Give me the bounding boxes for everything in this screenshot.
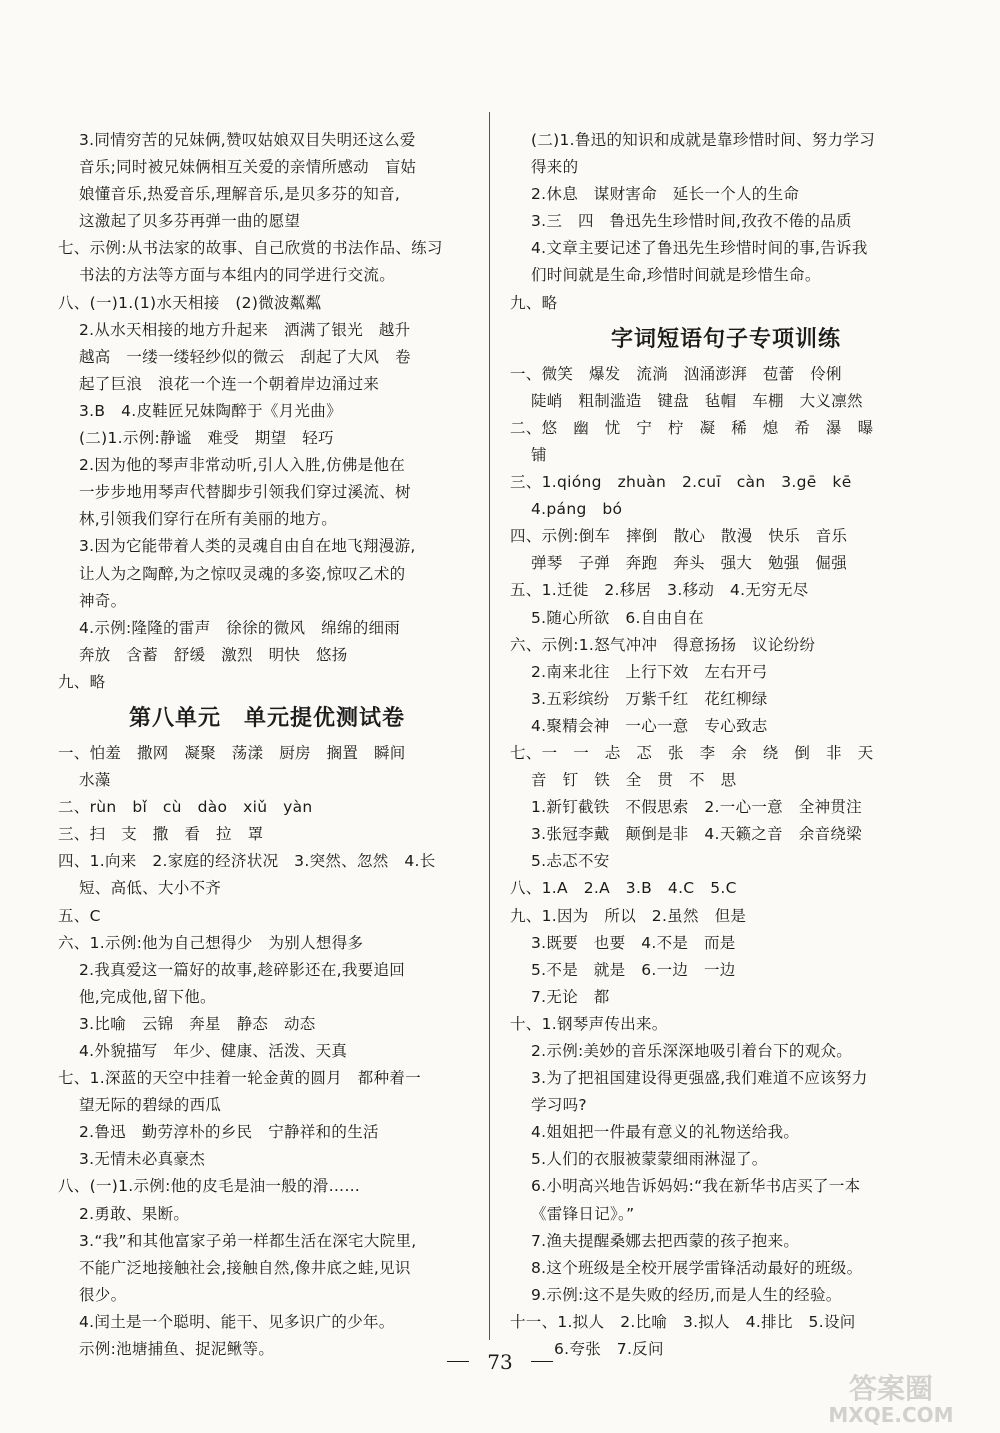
answer-line: 很少。 <box>79 1285 127 1304</box>
answer-line: 陡峭 粗制滥造 键盘 毡帽 车棚 大义凛然 <box>531 391 863 410</box>
answer-line: 八、(一)1.(1)水天相接 (2)微波粼粼 <box>58 293 322 312</box>
answer-line: 水藻 <box>79 771 111 790</box>
answer-line: 3.无情未必真豪杰 <box>79 1150 205 1169</box>
answer-line: 八、(一)1.示例:他的皮毛是油一般的滑…… <box>58 1177 361 1196</box>
answer-line: 《雷锋日记》。” <box>531 1204 635 1223</box>
answer-line: 十、1.钢琴声传出来。 <box>510 1014 668 1033</box>
answer-line: 2.从水天相接的地方升起来 洒满了银光 越升 <box>79 320 411 339</box>
answer-line: 三、扫 支 撒 看 拉 罩 <box>58 825 264 844</box>
answer-line: 5.随心所欲 6.自由自在 <box>531 608 704 627</box>
answer-line: 九、1.因为 所以 2.虽然 但是 <box>510 906 747 925</box>
answer-line: 起了巨浪 浪花一个连一个朝着岸边涌过来 <box>79 374 380 393</box>
answer-line: 6.小明高兴地告诉妈妈:“我在新华书店买了一本 <box>531 1177 861 1196</box>
section-heading: 第八单元 单元提优测试卷 <box>128 704 405 731</box>
answer-line: 四、1.向来 2.家庭的经济状况 3.突然、忽然 4.长 <box>58 852 436 871</box>
answer-line: 九、略 <box>510 293 558 312</box>
page-number-footer <box>0 1346 1000 1376</box>
answer-line: 一、微笑 爆发 流淌 汹涌澎湃 苞蕾 伶俐 <box>510 364 842 383</box>
answer-line: 3.张冠李戴 颠倒是非 4.天籁之音 余音绕梁 <box>531 825 862 844</box>
answer-line: 短、高低、大小不齐 <box>79 879 222 898</box>
answer-line: 六、1.示例:他为自己想得少 为别人想得多 <box>58 933 364 952</box>
answer-line: 3.既要 也要 4.不是 而是 <box>531 933 736 952</box>
page-number: 73 <box>487 1349 513 1374</box>
answer-line: 二、悠 幽 忧 宁 柠 凝 稀 熄 希 瀑 曝 <box>510 418 874 437</box>
answer-line: 望无际的碧绿的西瓜 <box>79 1096 222 1115</box>
answer-line: 八、1.A 2.A 3.B 4.C 5.C <box>510 879 737 898</box>
answer-line: 2.休息 谋财害命 延长一个人的生命 <box>531 185 800 204</box>
answer-line: 7.无论 都 <box>531 987 610 1006</box>
answer-line: 三、1.qióng zhuàn 2.cuī càn 3.gē kē <box>510 473 852 492</box>
answer-line: 3.同情穷苦的兄妹俩,赞叹姑娘双目失明还这么爱 <box>79 131 416 149</box>
answer-line: 2.南来北往 上行下效 左右开弓 <box>531 662 768 681</box>
answer-line: 越高 一缕一缕轻纱似的微云 刮起了大风 卷 <box>79 347 411 366</box>
answer-line: 示例:池塘捕鱼、捉泥鳅等。 <box>79 1340 275 1359</box>
answer-line: 3.五彩缤纷 万紫千红 花红柳绿 <box>531 689 768 708</box>
answer-line: 一步步地用琴声代替脚步引领我们穿过溪流、树 <box>79 483 411 502</box>
answer-line: 林,引领我们穿行在所有美丽的地方。 <box>79 510 338 529</box>
answer-line: 学习吗? <box>531 1096 587 1115</box>
answer-line: (二)1.示例:静谧 难受 期望 轻巧 <box>79 429 334 448</box>
section-heading: 字词短语句子专项训练 <box>610 325 841 352</box>
answer-line: 4.文章主要记述了鲁迅先生珍惜时间的事,告诉我 <box>531 239 868 258</box>
answer-line: 3.比喻 云锦 奔星 静态 动态 <box>79 1014 316 1033</box>
answer-line: 4.姐姐把一件最有意义的礼物送给我。 <box>531 1123 800 1142</box>
answer-line: 四、示例:倒车 摔倒 散心 散漫 快乐 音乐 <box>510 527 848 546</box>
answer-line: (二)1.鲁迅的知识和成就是靠珍惜时间、努力学习 <box>531 131 876 149</box>
watermark-top: 答案圈 <box>848 1372 934 1405</box>
answer-line: 4.闰土是一个聪明、能干、见多识广的少年。 <box>79 1312 395 1331</box>
column-divider <box>489 112 490 1340</box>
answer-line: 4.聚精会神 一心一意 专心致志 <box>531 716 768 735</box>
answer-line: 七、示例:从书法家的故事、自己欣赏的书法作品、练习 <box>58 239 443 258</box>
answer-line: 铺 <box>531 445 547 464</box>
answer-line: 让人为之陶醉,为之惊叹灵魂的多姿,惊叹乙术的 <box>79 564 406 583</box>
answer-line: 弹琴 子弹 奔跑 奔头 强大 勉强 倔强 <box>531 554 848 573</box>
answer-line: 9.示例:这不是失败的经历,而是人生的经验。 <box>531 1285 842 1304</box>
answer-line: 6.夸张 7.反问 <box>554 1340 664 1359</box>
answer-line: 不能广泛地接触社会,接触自然,像井底之蛙,见识 <box>79 1258 411 1277</box>
answer-line: 奔放 含蓄 舒缓 激烈 明快 悠扬 <box>79 645 348 664</box>
answer-line: 2.我真爱这一篇好的故事,趁碎影还在,我要追回 <box>79 960 406 979</box>
answer-line: 七、一 一 忐 忑 张 李 余 绕 倒 非 天 <box>510 743 874 762</box>
answer-line: 一、怕羞 撒网 凝聚 荡漾 厨房 搁置 瞬间 <box>58 743 406 762</box>
answer-line: 3.因为它能带着人类的灵魂自由自在地飞翔漫游, <box>79 537 416 556</box>
answer-line: 九、略 <box>58 672 106 691</box>
watermark-bottom: MXQE.COM <box>828 1403 954 1427</box>
answer-line: 六、示例:1.怒气冲冲 得意扬扬 议论纷纷 <box>510 635 816 654</box>
answer-line: 这激起了贝多芬再弹一曲的愿望 <box>79 212 301 231</box>
right-column <box>510 127 942 1363</box>
answer-line: 3.“我”和其他富家子弟一样都生活在深宅大院里, <box>79 1231 417 1250</box>
answer-line: 五、1.迁徙 2.移居 3.移动 4.无穷无尽 <box>510 581 809 600</box>
answer-line: 8.这个班级是全校开展学雷锋活动最好的班级。 <box>531 1258 863 1277</box>
answer-line: 他,完成他,留下他。 <box>79 987 216 1006</box>
answer-line: 2.示例:美妙的音乐深深地吸引着台下的观众。 <box>531 1042 853 1060</box>
answer-line: 音乐;同时被兄妹俩相互关爱的亲情所感动 盲姑 <box>79 158 417 177</box>
footer-dash-right <box>531 1361 553 1362</box>
answer-line: 娘懂音乐,热爱音乐,理解音乐,是贝多芬的知音, <box>79 185 401 204</box>
answer-line: 十一、1.拟人 2.比喻 3.拟人 4.排比 5.设问 <box>510 1312 856 1331</box>
answer-line: 神奇。 <box>79 591 127 610</box>
answer-line: 1.新钉截铁 不假思索 2.一心一意 全神贯注 <box>531 798 862 817</box>
answer-line: 2.鲁迅 勤劳淳朴的乡民 宁静祥和的生活 <box>79 1123 379 1142</box>
answer-line: 2.勇敢、果断。 <box>79 1204 190 1223</box>
answer-line: 5.忐忑不安 <box>531 852 610 871</box>
answer-line: 书法的方法等方面与本组内的同学进行交流。 <box>79 266 396 285</box>
answer-line: 5.人们的衣服被蒙蒙细雨淋湿了。 <box>531 1150 768 1169</box>
answer-line: 5.不是 就是 6.一边 一边 <box>531 960 736 979</box>
answer-line: 得来的 <box>531 158 579 177</box>
left-column <box>58 127 476 1363</box>
answer-line: 4.外貌描写 年少、健康、活泼、天真 <box>79 1042 348 1060</box>
answer-line: 七、1.深蓝的天空中挂着一轮金黄的圆月 都种着一 <box>58 1069 421 1088</box>
answer-line: 们时间就是生命,珍惜时间就是珍惜生命。 <box>531 266 821 285</box>
answer-line: 2.因为他的琴声非常动听,引人入胜,仿佛是他在 <box>79 456 406 475</box>
answer-line: 3.B 4.皮鞋匠兄妹陶醉于《月光曲》 <box>79 401 342 420</box>
answer-line: 音 钉 铁 全 贯 不 思 <box>531 771 737 790</box>
answer-line: 3.为了把祖国建设得更强盛,我们难道不应该努力 <box>531 1069 868 1088</box>
footer-dash-left <box>447 1361 469 1362</box>
answer-line: 3.三 四 鲁迅先生珍惜时间,孜孜不倦的品质 <box>531 212 852 231</box>
answer-line: 二、rùn bǐ cù dào xiǔ yàn <box>58 798 313 817</box>
answer-line: 4.páng bó <box>531 500 623 519</box>
answer-line: 五、C <box>58 906 101 925</box>
answer-line: 4.示例:隆隆的雷声 徐徐的微风 绵绵的细雨 <box>79 618 401 637</box>
answer-line: 7.渔夫提醒桑娜去把西蒙的孩子抱来。 <box>531 1231 800 1250</box>
watermark-logo <box>806 1368 976 1428</box>
